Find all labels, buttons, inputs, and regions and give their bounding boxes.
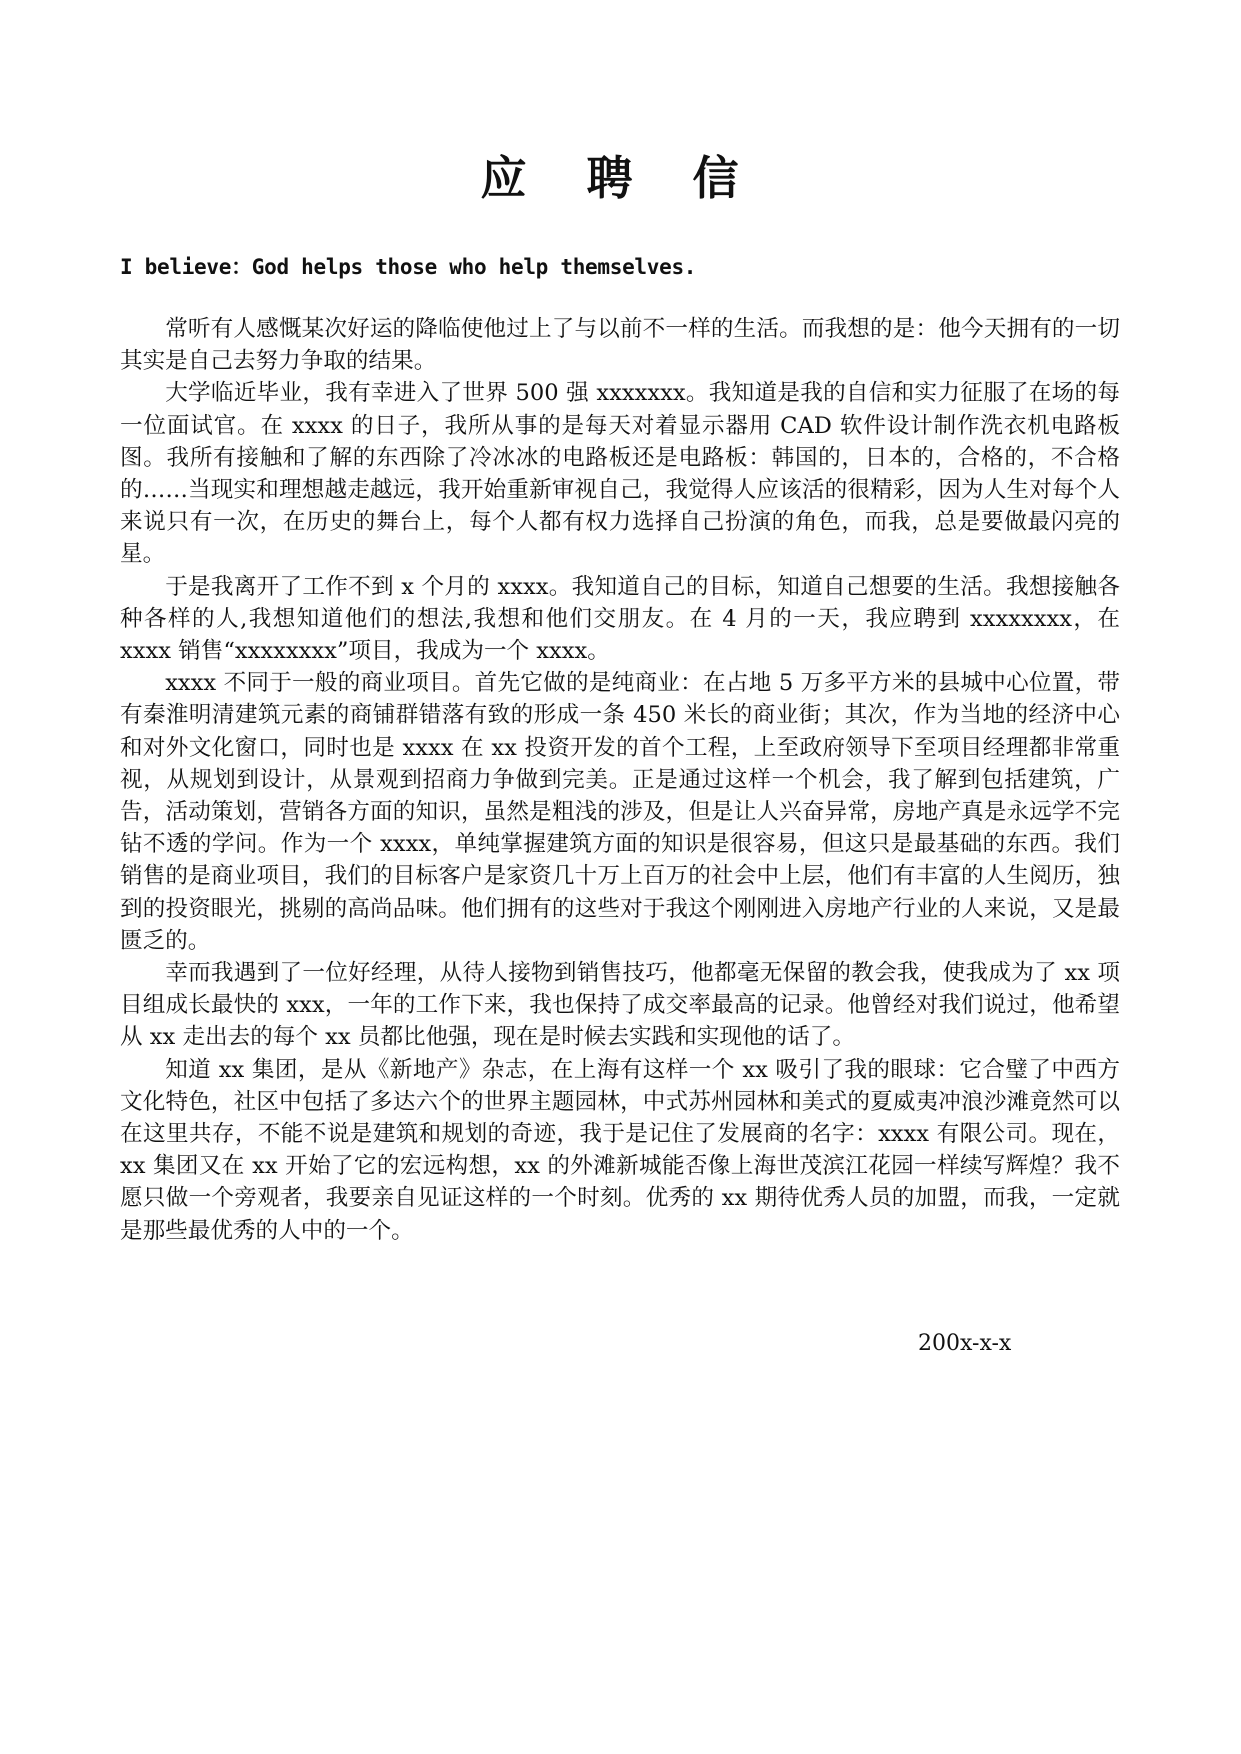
paragraph-4: xxxx 不同于一般的商业项目。首先它做的是纯商业：在占地 5 万多平方米的县城中心位置，带有秦淮明清建筑元素的商铺群错落有致的形成一条 450 米长的商业街；其次，作为当地的经济中心和对外文化窗口，同时也是 xxxx 在 xx 投资开发的首个工程，上至政府领导下至项目经理都非常重视，从规划到设计，从景观到招商力争做到完美。正是通过这样一个机会，我了解到包括建筑，广告，活动策划，营销各方面的知识，虽然是粗浅的涉及，但是让人兴奋异常，房地产真是永远学不完钻不透的学问。作为一个 xxxx，单纯掌握建筑方面的知识是很容易，但这只是最基础的东西。我们销售的是商业项目，我们的目标客户是家资几十万上百万的社会中上层，他们有丰富的人生阅历，独到的投资眼光，挑剔的高尚品味。他们拥有的这些对于我这个刚刚进入房地产行业的人来说，又是最匮乏的。	[120, 670, 1120, 954]
document-title: 应 聘 信	[480, 151, 761, 205]
paragraph-3: 于是我离开了工作不到 x 个月的 xxxx。我知道自己的目标，知道自己想要的生活。我想接触各种各样的人,我想知道他们的想法,我想和他们交朋友。在 4 月的一天，我应聘到 xxxxxxxx，在 xxxx 销售“xxxxxxxx”项目，我成为一个 xxxx。	[120, 573, 1120, 665]
letter-body	[120, 313, 1120, 1247]
paragraph-6: 知道 xx 集团，是从《新地产》杂志，在上海有这样一个 xx 吸引了我的眼球：它合璧了中西方文化特色，社区中包括了多达六个的世界主题园林，中式苏州园林和美式的夏威夷冲浪沙滩竟然可以在这里共存，不能不说是建筑和规划的奇迹，我于是记住了发展商的名字：xxxx 有限公司。现在，xx 集团又在 xx 开始了它的宏远构想，xx 的外滩新城能否像上海世茂滨江花园一样续写辉煌？我不愿只做一个旁观者，我要亲自见证这样的一个时刻。优秀的 xx 期待优秀人员的加盟，而我，一定就是那些最优秀的人中的一个。	[120, 1056, 1120, 1244]
paragraph-2: 大学临近毕业，我有幸进入了世界 500 强 xxxxxxx。我知道是我的自信和实力征服了在场的每一位面试官。在 xxxx 的日子，我所从事的是每天对着显示器用 CAD 软件设计制作洗衣机电路板图。我所有接触和了解的东西除了冷冰冰的电路板还是电路板：韩国的，日本的，合格的，不合格的……当现实和理想越走越远，我开始重新审视自己，我觉得人应该活的很精彩，因为人生对每个人来说只有一次，在历史的舞台上，每个人都有权力选择自己扮演的角色，而我，总是要做最闪亮的星。	[120, 380, 1120, 568]
paragraph-1: 常听有人感慨某次好运的降临使他过上了与以前不一样的生活。而我想的是：他今天拥有的一切其实是自己去努力争取的结果。	[120, 316, 1120, 375]
letter-date: 200x-x-x	[918, 1331, 1012, 1356]
motto-line: I believe：God helps those who help themselves.	[120, 255, 697, 279]
paragraph-5: 幸而我遇到了一位好经理，从待人接物到销售技巧，他都毫无保留的教会我，使我成为了 xx 项目组成长最快的 xxx，一年的工作下来，我也保持了成交率最高的记录。他曾经对我们说过，他希望从 xx 走出去的每个 xx 员都比他强，现在是时候去实践和实现他的话了。	[120, 960, 1120, 1051]
